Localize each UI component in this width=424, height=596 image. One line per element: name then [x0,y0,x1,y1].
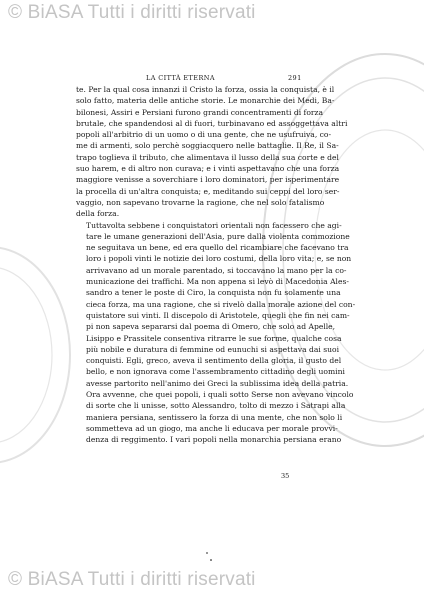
paper-speck [206,552,208,554]
text-line: Ora avvenne, che quei popoli, i quali sotto Serse non avevano vincolo [86,390,354,400]
text-line: cieca forza, ma una ragione, che si rivelò dalla morale azione del con- [86,299,356,309]
library-stamp-left [0,240,75,470]
page-number: 291 [288,74,302,82]
running-head-title: LA CITTÀ ETERNA [146,74,215,82]
signature-mark: 35 [281,472,290,480]
text-line: sandro a tener le poste di Ciro, la conquista non fu solamente una [86,288,341,298]
text-line: conquisti. Egli, greco, aveva il sentimento della gloria, il gusto del [86,356,342,366]
text-line: maniera persiana, sentissero la forza di una mente, che non solo li [86,412,343,422]
text-line: me di armenti, solo perchè soggiacquero nelle battaglie. Il Re, il Sa- [76,141,339,151]
watermark-top [8,2,256,24]
text-line: suo harem, e di altro non curava; e i vinti aspettavano che una forza [76,164,340,174]
text-line: popoli all'arbitrio di un uomo o di una gente, che ne usufruiva, co- [76,130,332,140]
text-line: arrivavano ad un morale parentado, si toccavano la mano per la co- [86,265,347,275]
text-line: ne seguitava un bene, ed era quello del ricambiare che facevano tra [86,243,349,253]
paper-speck [210,559,212,561]
watermark-bottom [8,569,256,591]
text-line: bilonesi, Assiri e Persiani furono grandi concentramenti di forza [76,107,324,117]
text-line: Lisippo e Prassitele consentiva ritrarre le sue forme, qualche cosa [86,333,342,343]
text-line: trapo toglieva il tributo, che alimentava il lusso della sua corte e del [76,152,339,162]
paragraph [76,84,348,220]
text-line: pi non sapeva separarsi dal poema di Omero, che solo ad Apelle, [86,322,336,332]
text-line: te. Per la qual cosa innanzi il Cristo la forza, ossia la conquista, è il [76,85,335,94]
text-line: Tuttavolta sebbene i conquistatori orientali non facessero che agi- [86,220,342,230]
text-line: della forza. [76,209,120,219]
text-line: solo fatto, materia delle antiche storie. Le monarchie dei Medi, Ba- [76,96,335,106]
body-text [76,84,356,446]
watermark-top-text: © BiASA Tutti i diritti riservati [8,2,256,23]
watermark-bottom-text: © BiASA Tutti i diritti riservati [8,569,256,590]
text-line: vaggio, non sapevano trovarne la ragione, che nel solo fatalismo [76,197,325,207]
text-line: la procella di un'altra conquista; e, meditando sui ceppi del loro ser- [76,186,340,196]
text-line: avesse partorito nell'animo dei Greci la sublissima idea della patria. [86,378,349,388]
text-line: bello, e non ignorava come l'assembramento cittadino degli uomini [86,367,345,377]
text-line: maggiore venisse a soverchiare i loro dominatori, per isperimentare [76,175,340,185]
text-line: tare le umane generazioni dell'Asia, pure dalla violenta commozione [86,231,350,241]
text-line: municazione dei traffichi. Ma non appena si levò di Macedonia Ales- [86,277,349,287]
text-line: loro i popoli vinti le notizie dei loro costumi, della loro vita; e, se non [86,254,352,264]
paragraph [76,220,356,446]
text-line: più nobile e duratura di femmine od eunuchi si aspettava dai suoi [86,344,340,354]
text-line: sommetteva ad un giogo, ma anche li educava per morale provvi- [86,423,338,433]
text-line: denza di reggimento. I vari popoli nella monarchia persiana erano [86,435,342,445]
text-line: brutale, che spandendosi al di fuori, turbinavano ed assoggettava altri [76,118,348,128]
text-line: di sorte che li unisse, sotto Alessandro, tolto di mezzo i Satrapi alla [86,401,346,411]
text-line: quistatore sui vinti. Il discepolo di Aristotele, quegli che fin nei cam- [86,310,350,320]
